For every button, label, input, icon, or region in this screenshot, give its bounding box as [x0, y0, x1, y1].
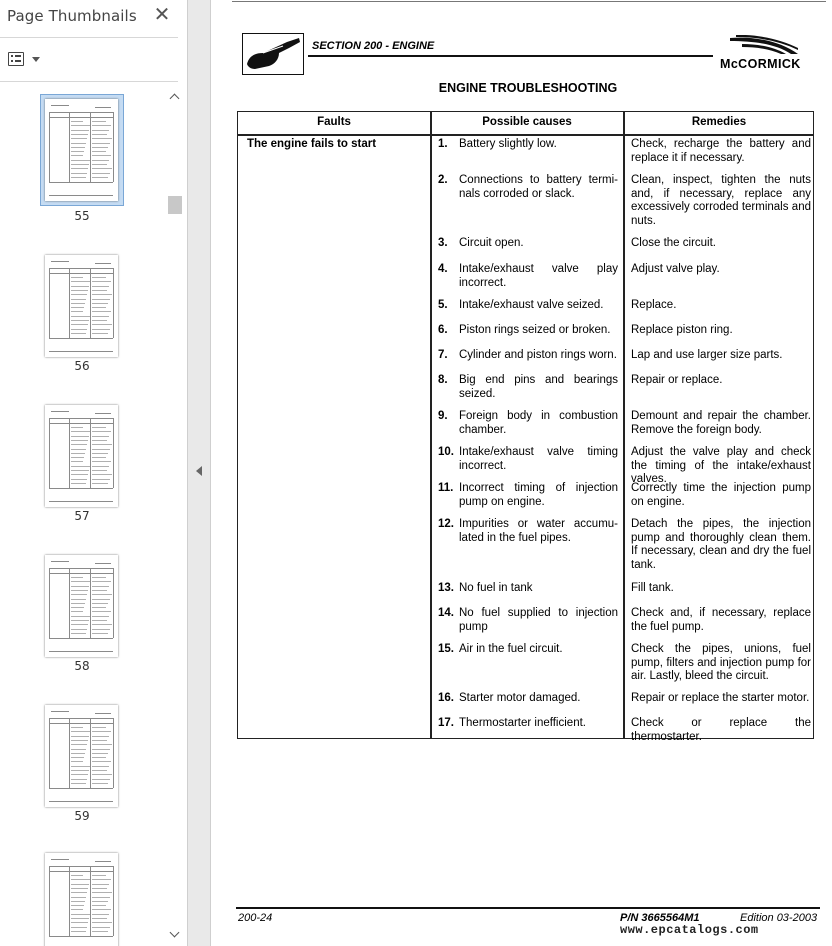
possible-cause: Incorrect timing of injection pump on engine. [459, 482, 618, 508]
possible-cause: Battery slightly low. [459, 138, 557, 150]
pointing-hand-icon [242, 33, 304, 75]
remedy: Repair or replace the starter motor. [631, 692, 810, 704]
possible-cause: No fuel supplied to injection pump [459, 607, 618, 633]
remedy: Adjust valve play. [631, 263, 720, 275]
row-number: 9. [438, 410, 448, 422]
section-title: SECTION 200 - ENGINE [312, 40, 435, 52]
row-number: 2. [438, 174, 448, 186]
row-number: 4. [438, 263, 448, 275]
column-header-remedies: Remedies [691, 116, 747, 128]
panel-splitter[interactable] [187, 0, 211, 946]
column-header-faults: Faults [317, 116, 351, 128]
edition-label: Edition 03-2003 [740, 912, 818, 924]
thumbnail-page-number: 58 [74, 659, 90, 673]
scroll-down-button[interactable] [168, 928, 182, 942]
fault-cell: The engine fails to start [247, 138, 377, 150]
watermark: www.epcatalogs.com [620, 923, 759, 937]
remedy: Check or replace the thermostarter. [631, 717, 811, 743]
row-number: 1. [438, 138, 448, 150]
remedy: Correctly time the injection pump on engine. [631, 482, 811, 508]
row-number: 17. [438, 717, 454, 729]
page-preview [45, 405, 118, 507]
scroll-up-button[interactable] [168, 90, 182, 104]
scrollbar-thumb[interactable] [168, 196, 182, 214]
possible-cause: Air in the fuel circuit. [459, 643, 563, 655]
possible-cause: Big end pins and bearings seized. [459, 374, 618, 400]
possible-cause: Impurities or water accumu-lated in the fuel pipes. [459, 518, 618, 544]
row-number: 8. [438, 374, 448, 386]
row-number: 3. [438, 237, 448, 249]
thumbnail-page-number: 57 [74, 509, 90, 523]
remedy: Fill tank. [631, 582, 674, 594]
remedy: Clean, inspect, tighten the nuts and, if necessary, replace any excessively corroded terminals and nuts. [631, 174, 811, 227]
thumbnail-options-button[interactable] [6, 50, 42, 70]
row-number: 14. [438, 607, 454, 619]
chevron-down-icon [32, 57, 40, 62]
divider [308, 55, 713, 57]
remedy: Detach the pipes, the injection pump and thoroughly clean them. If necessary, clean and dry the fuel tank. [631, 518, 811, 571]
panel-title: Page Thumbnails [7, 7, 137, 25]
page-thumbnail[interactable] [40, 550, 124, 662]
thumbnail-page-number: 56 [74, 359, 90, 373]
row-number: 11. [438, 482, 454, 494]
possible-cause: Connections to battery termi-nals corroded or slack. [459, 174, 618, 200]
remedy: Replace. [631, 299, 677, 311]
column-divider [430, 112, 432, 738]
divider [232, 1, 826, 2]
header-divider [238, 134, 813, 136]
remedy: Lap and use larger size parts. [631, 349, 783, 361]
page-number: 200-24 [238, 912, 273, 924]
document-page [212, 0, 832, 946]
remedy: Demount and repair the chamber. Remove the foreign body. [631, 410, 811, 436]
page-preview [45, 99, 118, 201]
close-icon[interactable]: ✕ [153, 2, 171, 26]
remedy: Repair or replace. [631, 374, 723, 386]
divider [236, 907, 820, 909]
remedy: Adjust the valve play and check the timing of the intake/exhaust valves. [631, 446, 811, 485]
possible-cause: No fuel in tank [459, 582, 533, 594]
page-preview [45, 853, 118, 946]
page-thumbnail[interactable] [40, 700, 124, 812]
page-preview [45, 255, 118, 357]
possible-cause: Piston rings seized or broken. [459, 324, 611, 336]
troubleshooting-table [237, 111, 814, 743]
page-thumbnail[interactable] [40, 250, 124, 362]
list-icon [8, 52, 24, 66]
page-thumbnail[interactable] [40, 400, 124, 512]
possible-cause: Thermostarter inefficient. [459, 717, 586, 729]
brand-logo-icon [728, 35, 800, 55]
column-header-causes: Possible causes [482, 116, 572, 128]
chevron-down-icon [170, 928, 180, 938]
part-number: P/N 3665564M1 [620, 912, 700, 924]
remedy: Check and, if necessary, replace the fuel pump. [631, 607, 811, 633]
thumbnail-list[interactable] [0, 82, 166, 946]
remedy: Close the circuit. [631, 237, 717, 249]
row-number: 16. [438, 692, 454, 704]
possible-cause: Starter motor damaged. [459, 692, 581, 704]
possible-cause: Intake/exhaust valve seized. [459, 299, 604, 311]
possible-cause: Cylinder and piston rings worn. [459, 349, 617, 361]
thumbnail-page-number: 55 [74, 209, 90, 223]
possible-cause: Intake/exhaust valve timing incorrect. [459, 446, 618, 472]
page-preview [45, 705, 118, 807]
row-number: 7. [438, 349, 448, 361]
page-thumbnails-panel [0, 0, 186, 946]
page-preview [45, 555, 118, 657]
possible-cause: Circuit open. [459, 237, 524, 249]
remedy: Check, recharge the battery and replace it if necessary. [631, 138, 811, 164]
page-title: ENGINE TROUBLESHOOTING [438, 81, 618, 95]
thumbnail-page-number: 59 [74, 809, 90, 823]
page-thumbnail[interactable] [40, 848, 124, 946]
remedy: Check the pipes, unions, fuel pump, filters and injection pump for air. Lastly, bleed the circuit. [631, 643, 811, 682]
divider [0, 37, 178, 38]
remedy: Replace piston ring. [631, 324, 733, 336]
row-number: 15. [438, 643, 454, 655]
row-number: 12. [438, 518, 454, 530]
possible-cause: Intake/exhaust valve play incorrect. [459, 263, 618, 289]
row-number: 10. [438, 446, 454, 458]
chevron-up-icon [170, 94, 180, 104]
column-divider [623, 112, 625, 738]
row-number: 5. [438, 299, 448, 311]
possible-cause: Foreign body in combustion chamber. [459, 410, 618, 436]
row-number: 6. [438, 324, 448, 336]
page-thumbnail[interactable] [40, 94, 124, 206]
row-number: 13. [438, 582, 454, 594]
brand-name: McCORMICK [720, 57, 801, 71]
collapse-panel-icon[interactable] [196, 466, 202, 476]
